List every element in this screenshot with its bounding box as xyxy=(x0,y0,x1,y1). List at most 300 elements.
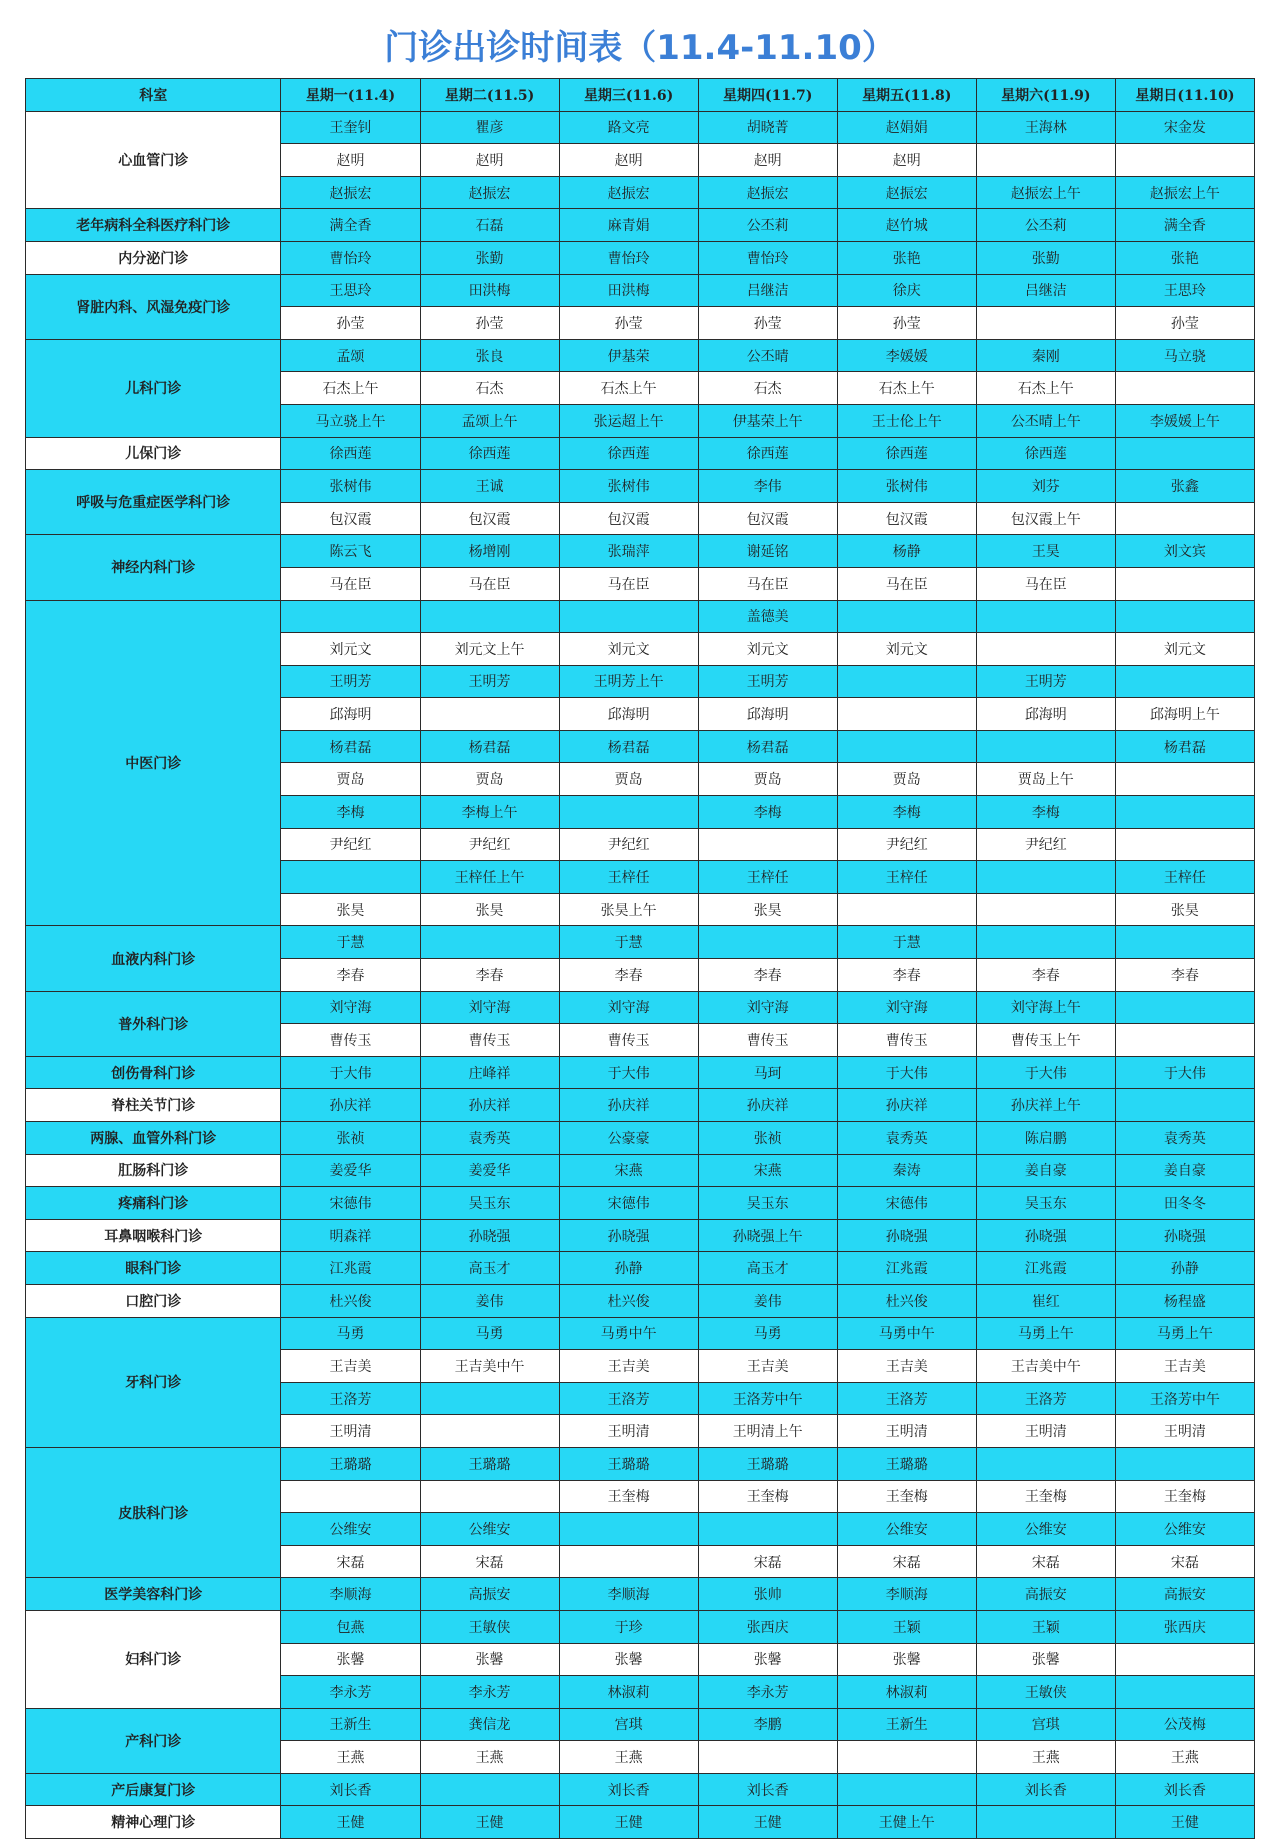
doctor-cell: 包燕 xyxy=(281,1610,420,1643)
table-row xyxy=(26,535,1255,568)
doctor-cell: 孙晓强 xyxy=(976,1219,1115,1252)
doctor-cell: 林淑莉 xyxy=(837,1676,976,1709)
doctor-cell: 宋德伟 xyxy=(837,1187,976,1220)
doctor-cell xyxy=(837,665,976,698)
doctor-cell xyxy=(1115,1089,1254,1122)
doctor-cell xyxy=(698,926,837,959)
doctor-cell: 崔红 xyxy=(976,1284,1115,1317)
doctor-cell: 李永芳 xyxy=(281,1676,420,1709)
doctor-cell: 王颖 xyxy=(976,1610,1115,1643)
doctor-cell xyxy=(837,1741,976,1774)
doctor-cell: 刘长香 xyxy=(976,1773,1115,1806)
doctor-cell: 孙庆祥上午 xyxy=(976,1089,1115,1122)
doctor-cell: 公维安 xyxy=(976,1513,1115,1546)
doctor-cell: 刘守海上午 xyxy=(976,991,1115,1024)
doctor-cell xyxy=(1115,567,1254,600)
doctor-cell: 马在臣 xyxy=(281,567,420,600)
department-name: 两腺、血管外科门诊 xyxy=(26,1122,281,1155)
table-row xyxy=(26,1122,1255,1155)
doctor-cell: 伊基荣 xyxy=(559,339,698,372)
doctor-cell: 姜伟 xyxy=(698,1284,837,1317)
table-row xyxy=(26,1056,1255,1089)
doctor-cell: 包汉霞 xyxy=(837,502,976,535)
doctor-cell: 张鑫 xyxy=(1115,470,1254,503)
doctor-cell: 杜兴俊 xyxy=(281,1284,420,1317)
doctor-cell: 王洛芳 xyxy=(976,1382,1115,1415)
doctor-cell: 张馨 xyxy=(281,1643,420,1676)
doctor-cell: 袁秀英 xyxy=(1115,1122,1254,1155)
doctor-cell: 李媛媛上午 xyxy=(1115,404,1254,437)
doctor-cell xyxy=(420,1480,559,1513)
department-name: 内分泌门诊 xyxy=(26,241,281,274)
doctor-cell xyxy=(1115,502,1254,535)
doctor-cell xyxy=(1115,1024,1254,1057)
doctor-cell: 王燕 xyxy=(1115,1741,1254,1774)
doctor-cell: 李春 xyxy=(281,959,420,992)
doctor-cell: 王明芳 xyxy=(420,665,559,698)
doctor-cell xyxy=(976,893,1115,926)
doctor-cell: 曹传玉 xyxy=(559,1024,698,1057)
doctor-cell: 于慧 xyxy=(281,926,420,959)
doctor-cell: 李春 xyxy=(837,959,976,992)
doctor-cell: 姜自豪 xyxy=(1115,1154,1254,1187)
doctor-cell: 王明清 xyxy=(281,1415,420,1448)
doctor-cell xyxy=(1115,1676,1254,1709)
doctor-cell: 于慧 xyxy=(837,926,976,959)
doctor-cell: 孙晓强 xyxy=(1115,1219,1254,1252)
doctor-cell: 李永芳 xyxy=(420,1676,559,1709)
table-row xyxy=(26,1806,1255,1839)
doctor-cell: 王明芳 xyxy=(281,665,420,698)
doctor-cell: 贾岛 xyxy=(698,763,837,796)
doctor-cell: 刘守海 xyxy=(559,991,698,1024)
doctor-cell: 吕继洁 xyxy=(698,274,837,307)
doctor-cell: 孙庆祥 xyxy=(420,1089,559,1122)
table-row xyxy=(26,111,1255,144)
doctor-cell: 曹传玉 xyxy=(281,1024,420,1057)
doctor-cell xyxy=(1115,1643,1254,1676)
department-name: 口腔门诊 xyxy=(26,1284,281,1317)
doctor-cell: 于慧 xyxy=(559,926,698,959)
doctor-cell: 张祯 xyxy=(281,1122,420,1155)
page-title: 门诊出诊时间表（11.4-11.10） xyxy=(384,28,896,68)
doctor-cell: 张帅 xyxy=(698,1578,837,1611)
doctor-cell: 贾岛上午 xyxy=(976,763,1115,796)
doctor-cell: 赵振宏 xyxy=(420,176,559,209)
department-name: 牙科门诊 xyxy=(26,1317,281,1447)
doctor-cell: 王璐璐 xyxy=(281,1447,420,1480)
doctor-cell: 麻青娟 xyxy=(559,209,698,242)
doctor-cell: 李永芳 xyxy=(698,1676,837,1709)
department-name: 产科门诊 xyxy=(26,1708,281,1773)
doctor-cell: 孙庆祥 xyxy=(559,1089,698,1122)
doctor-cell xyxy=(1115,600,1254,633)
doctor-cell: 宋燕 xyxy=(559,1154,698,1187)
department-name: 医学美容科门诊 xyxy=(26,1578,281,1611)
doctor-cell: 王奎梅 xyxy=(1115,1480,1254,1513)
doctor-cell: 赵振宏 xyxy=(281,176,420,209)
doctor-cell: 赵振宏 xyxy=(559,176,698,209)
doctor-cell: 高振安 xyxy=(1115,1578,1254,1611)
doctor-cell: 于大伟 xyxy=(837,1056,976,1089)
doctor-cell: 邱海明 xyxy=(281,698,420,731)
doctor-cell: 赵明 xyxy=(420,144,559,177)
doctor-cell xyxy=(420,1773,559,1806)
schedule-table xyxy=(25,78,1255,1839)
doctor-cell: 王健上午 xyxy=(837,1806,976,1839)
doctor-cell: 包汉霞上午 xyxy=(976,502,1115,535)
doctor-cell: 刘长香 xyxy=(698,1773,837,1806)
doctor-cell: 王燕 xyxy=(976,1741,1115,1774)
doctor-cell: 曹传玉 xyxy=(837,1024,976,1057)
doctor-cell: 孙庆祥 xyxy=(698,1089,837,1122)
doctor-cell: 王燕 xyxy=(281,1741,420,1774)
doctor-cell: 张馨 xyxy=(420,1643,559,1676)
doctor-cell: 邱海明 xyxy=(976,698,1115,731)
table-row xyxy=(26,470,1255,503)
table-row xyxy=(26,1773,1255,1806)
doctor-cell: 邱海明上午 xyxy=(1115,698,1254,731)
department-name: 耳鼻咽喉科门诊 xyxy=(26,1219,281,1252)
doctor-cell: 王璐璐 xyxy=(420,1447,559,1480)
doctor-cell: 刘元文 xyxy=(837,633,976,666)
doctor-cell: 宋德伟 xyxy=(559,1187,698,1220)
doctor-cell: 杨增刚 xyxy=(420,535,559,568)
doctor-cell: 徐西莲 xyxy=(281,437,420,470)
doctor-cell: 王璐璐 xyxy=(837,1447,976,1480)
doctor-cell: 宋金发 xyxy=(1115,111,1254,144)
doctor-cell xyxy=(976,633,1115,666)
doctor-cell: 孙庆祥 xyxy=(281,1089,420,1122)
doctor-cell xyxy=(837,730,976,763)
doctor-cell xyxy=(281,600,420,633)
doctor-cell: 王明清上午 xyxy=(698,1415,837,1448)
doctor-cell: 陈启鹏 xyxy=(976,1122,1115,1155)
doctor-cell: 张馨 xyxy=(698,1643,837,1676)
table-row xyxy=(26,1610,1255,1643)
doctor-cell: 公丕晴 xyxy=(698,339,837,372)
doctor-cell: 胡晓菁 xyxy=(698,111,837,144)
doctor-cell: 谢延铭 xyxy=(698,535,837,568)
doctor-cell: 赵振宏上午 xyxy=(1115,176,1254,209)
doctor-cell: 孟颂 xyxy=(281,339,420,372)
doctor-cell: 王吉美 xyxy=(559,1350,698,1383)
doctor-cell: 王明芳上午 xyxy=(559,665,698,698)
doctor-cell: 石杰上午 xyxy=(837,372,976,405)
doctor-cell: 宋燕 xyxy=(698,1154,837,1187)
doctor-cell: 张树伟 xyxy=(559,470,698,503)
doctor-cell: 王明芳 xyxy=(698,665,837,698)
doctor-cell: 孙静 xyxy=(1115,1252,1254,1285)
doctor-cell: 李顺海 xyxy=(281,1578,420,1611)
doctor-cell: 王洛芳 xyxy=(281,1382,420,1415)
column-header: 科室 xyxy=(26,79,281,112)
doctor-cell: 王诚 xyxy=(420,470,559,503)
doctor-cell: 杜兴俊 xyxy=(559,1284,698,1317)
doctor-cell: 王思玲 xyxy=(1115,274,1254,307)
doctor-cell: 公维安 xyxy=(281,1513,420,1546)
doctor-cell: 王燕 xyxy=(559,1741,698,1774)
doctor-cell: 伊基荣上午 xyxy=(698,404,837,437)
doctor-cell: 刘守海 xyxy=(420,991,559,1024)
doctor-cell: 马勇中午 xyxy=(837,1317,976,1350)
doctor-cell xyxy=(1115,796,1254,829)
table-row xyxy=(26,1708,1255,1741)
doctor-cell: 徐西莲 xyxy=(976,437,1115,470)
table-row xyxy=(26,437,1255,470)
doctor-cell: 王海林 xyxy=(976,111,1115,144)
doctor-cell: 贾岛 xyxy=(281,763,420,796)
doctor-cell: 王新生 xyxy=(837,1708,976,1741)
doctor-cell xyxy=(976,1447,1115,1480)
doctor-cell: 李梅 xyxy=(281,796,420,829)
doctor-cell: 马勇 xyxy=(281,1317,420,1350)
doctor-cell: 马立骁 xyxy=(1115,339,1254,372)
doctor-cell xyxy=(976,730,1115,763)
doctor-cell: 吕继洁 xyxy=(976,274,1115,307)
department-name: 肾脏内科、风湿免疫门诊 xyxy=(26,274,281,339)
doctor-cell: 高玉才 xyxy=(420,1252,559,1285)
doctor-cell: 张馨 xyxy=(837,1643,976,1676)
schedule-body xyxy=(26,111,1255,1838)
doctor-cell: 王颖 xyxy=(837,1610,976,1643)
doctor-cell: 马在臣 xyxy=(837,567,976,600)
doctor-cell: 于珍 xyxy=(559,1610,698,1643)
doctor-cell: 孙莹 xyxy=(837,307,976,340)
doctor-cell: 王洛芳中午 xyxy=(1115,1382,1254,1415)
doctor-cell: 张昊上午 xyxy=(559,893,698,926)
doctor-cell: 王明清 xyxy=(976,1415,1115,1448)
doctor-cell: 赵明 xyxy=(837,144,976,177)
doctor-cell: 赵明 xyxy=(559,144,698,177)
table-row xyxy=(26,991,1255,1024)
doctor-cell: 石杰上午 xyxy=(976,372,1115,405)
doctor-cell: 杨君磊 xyxy=(281,730,420,763)
doctor-cell: 盖德美 xyxy=(698,600,837,633)
doctor-cell: 路文亮 xyxy=(559,111,698,144)
department-name: 肛肠科门诊 xyxy=(26,1154,281,1187)
doctor-cell: 徐庆 xyxy=(837,274,976,307)
column-header: 星期五(11.8) xyxy=(837,79,976,112)
department-name: 儿保门诊 xyxy=(26,437,281,470)
doctor-cell: 刘元文 xyxy=(698,633,837,666)
doctor-cell xyxy=(1115,144,1254,177)
department-name: 中医门诊 xyxy=(26,600,281,926)
doctor-cell: 李梅上午 xyxy=(420,796,559,829)
doctor-cell: 李春 xyxy=(559,959,698,992)
doctor-cell: 李顺海 xyxy=(837,1578,976,1611)
department-name: 眼科门诊 xyxy=(26,1252,281,1285)
doctor-cell: 刘守海 xyxy=(281,991,420,1024)
doctor-cell: 田冬冬 xyxy=(1115,1187,1254,1220)
doctor-cell: 马在臣 xyxy=(420,567,559,600)
department-name: 老年病科全科医疗科门诊 xyxy=(26,209,281,242)
doctor-cell: 公维安 xyxy=(1115,1513,1254,1546)
doctor-cell: 邱海明 xyxy=(698,698,837,731)
header-row xyxy=(26,79,1255,112)
doctor-cell: 王奎梅 xyxy=(559,1480,698,1513)
doctor-cell: 吴玉东 xyxy=(420,1187,559,1220)
doctor-cell xyxy=(1115,991,1254,1024)
doctor-cell: 张艳 xyxy=(837,241,976,274)
doctor-cell: 公丕莉 xyxy=(698,209,837,242)
doctor-cell: 刘守海 xyxy=(837,991,976,1024)
doctor-cell: 刘元文 xyxy=(1115,633,1254,666)
doctor-cell: 马珂 xyxy=(698,1056,837,1089)
doctor-cell: 曹怡玲 xyxy=(281,241,420,274)
doctor-cell: 王璐璐 xyxy=(559,1447,698,1480)
doctor-cell: 王奎钊 xyxy=(281,111,420,144)
doctor-cell: 贾岛 xyxy=(420,763,559,796)
doctor-cell: 公维安 xyxy=(837,1513,976,1546)
column-header: 星期二(11.5) xyxy=(420,79,559,112)
column-header: 星期三(11.6) xyxy=(559,79,698,112)
doctor-cell: 王吉美 xyxy=(698,1350,837,1383)
doctor-cell: 刘长香 xyxy=(281,1773,420,1806)
doctor-cell: 刘元文 xyxy=(281,633,420,666)
doctor-cell: 贾岛 xyxy=(837,763,976,796)
doctor-cell: 袁秀英 xyxy=(420,1122,559,1155)
doctor-cell: 张昊 xyxy=(281,893,420,926)
doctor-cell: 王士伦上午 xyxy=(837,404,976,437)
doctor-cell: 孙莹 xyxy=(559,307,698,340)
doctor-cell: 于大伟 xyxy=(976,1056,1115,1089)
doctor-cell: 李梅 xyxy=(837,796,976,829)
doctor-cell: 曹传玉上午 xyxy=(976,1024,1115,1057)
doctor-cell: 张昊 xyxy=(1115,893,1254,926)
doctor-cell xyxy=(976,600,1115,633)
doctor-cell xyxy=(837,698,976,731)
doctor-cell xyxy=(559,1545,698,1578)
doctor-cell: 包汉霞 xyxy=(281,502,420,535)
doctor-cell: 王敏侠 xyxy=(420,1610,559,1643)
doctor-cell: 江兆霞 xyxy=(281,1252,420,1285)
doctor-cell: 王明芳 xyxy=(976,665,1115,698)
doctor-cell: 秦刚 xyxy=(976,339,1115,372)
doctor-cell: 徐西莲 xyxy=(420,437,559,470)
doctor-cell: 吴玉东 xyxy=(976,1187,1115,1220)
table-row xyxy=(26,1252,1255,1285)
table-row xyxy=(26,339,1255,372)
doctor-cell: 马在臣 xyxy=(976,567,1115,600)
doctor-cell: 包汉霞 xyxy=(420,502,559,535)
doctor-cell: 王健 xyxy=(420,1806,559,1839)
department-name: 产后康复门诊 xyxy=(26,1773,281,1806)
doctor-cell: 孟颂上午 xyxy=(420,404,559,437)
doctor-cell: 石杰上午 xyxy=(281,372,420,405)
doctor-cell: 石杰 xyxy=(420,372,559,405)
doctor-cell: 王健 xyxy=(1115,1806,1254,1839)
doctor-cell: 宋磊 xyxy=(698,1545,837,1578)
doctor-cell xyxy=(559,796,698,829)
doctor-cell: 张昊 xyxy=(420,893,559,926)
department-name: 普外科门诊 xyxy=(26,991,281,1056)
doctor-cell: 江兆霞 xyxy=(837,1252,976,1285)
doctor-cell xyxy=(976,1806,1115,1839)
doctor-cell: 公丕莉 xyxy=(976,209,1115,242)
doctor-cell: 宋磊 xyxy=(281,1545,420,1578)
doctor-cell: 包汉霞 xyxy=(698,502,837,535)
doctor-cell xyxy=(837,893,976,926)
doctor-cell: 徐西莲 xyxy=(559,437,698,470)
doctor-cell: 李春 xyxy=(698,959,837,992)
department-name: 呼吸与危重症医学科门诊 xyxy=(26,470,281,535)
doctor-cell: 王梓任 xyxy=(559,861,698,894)
doctor-cell: 王梓任 xyxy=(837,861,976,894)
doctor-cell xyxy=(420,698,559,731)
doctor-cell: 石磊 xyxy=(420,209,559,242)
table-row xyxy=(26,1284,1255,1317)
doctor-cell: 孙晓强 xyxy=(420,1219,559,1252)
doctor-cell: 高振安 xyxy=(976,1578,1115,1611)
department-name: 脊柱关节门诊 xyxy=(26,1089,281,1122)
doctor-cell: 马勇 xyxy=(698,1317,837,1350)
doctor-cell xyxy=(559,600,698,633)
doctor-cell: 马勇上午 xyxy=(1115,1317,1254,1350)
doctor-cell: 刘长香 xyxy=(1115,1773,1254,1806)
doctor-cell: 王明清 xyxy=(837,1415,976,1448)
doctor-cell xyxy=(976,861,1115,894)
doctor-cell: 明森祥 xyxy=(281,1219,420,1252)
doctor-cell xyxy=(1115,926,1254,959)
doctor-cell: 秦涛 xyxy=(837,1154,976,1187)
doctor-cell: 赵娟娟 xyxy=(837,111,976,144)
doctor-cell xyxy=(976,144,1115,177)
doctor-cell: 王梓任上午 xyxy=(420,861,559,894)
doctor-cell: 张运超上午 xyxy=(559,404,698,437)
table-row xyxy=(26,1154,1255,1187)
doctor-cell: 杨君磊 xyxy=(559,730,698,763)
doctor-cell: 刘长香 xyxy=(559,1773,698,1806)
doctor-cell: 赵振宏上午 xyxy=(976,176,1115,209)
column-header: 星期四(11.7) xyxy=(698,79,837,112)
doctor-cell: 王健 xyxy=(559,1806,698,1839)
table-row xyxy=(26,600,1255,633)
doctor-cell: 尹纪红 xyxy=(281,828,420,861)
doctor-cell: 瞿彦 xyxy=(420,111,559,144)
doctor-cell: 孙莹 xyxy=(281,307,420,340)
doctor-cell: 姜爱华 xyxy=(281,1154,420,1187)
department-name: 心血管门诊 xyxy=(26,111,281,209)
doctor-cell: 宋磊 xyxy=(1115,1545,1254,1578)
doctor-cell: 王吉美中午 xyxy=(976,1350,1115,1383)
doctor-cell xyxy=(420,1382,559,1415)
doctor-cell xyxy=(1115,1447,1254,1480)
doctor-cell: 张西庆 xyxy=(698,1610,837,1643)
doctor-cell: 田洪梅 xyxy=(420,274,559,307)
doctor-cell: 孙庆祥 xyxy=(837,1089,976,1122)
doctor-cell: 李梅 xyxy=(698,796,837,829)
doctor-cell: 龚信龙 xyxy=(420,1708,559,1741)
doctor-cell xyxy=(698,1741,837,1774)
doctor-cell: 赵竹城 xyxy=(837,209,976,242)
doctor-cell: 贾岛 xyxy=(559,763,698,796)
column-header: 星期日(11.10) xyxy=(1115,79,1254,112)
doctor-cell: 尹纪红 xyxy=(837,828,976,861)
doctor-cell: 陈云飞 xyxy=(281,535,420,568)
doctor-cell: 田洪梅 xyxy=(559,274,698,307)
doctor-cell: 王吉美 xyxy=(281,1350,420,1383)
doctor-cell: 曹怡玲 xyxy=(698,241,837,274)
doctor-cell: 于大伟 xyxy=(1115,1056,1254,1089)
doctor-cell: 尹纪红 xyxy=(976,828,1115,861)
department-name: 儿科门诊 xyxy=(26,339,281,437)
doctor-cell: 刘元文上午 xyxy=(420,633,559,666)
doctor-cell: 曹怡玲 xyxy=(559,241,698,274)
doctor-cell: 赵振宏 xyxy=(698,176,837,209)
doctor-cell: 张树伟 xyxy=(281,470,420,503)
doctor-cell xyxy=(1115,763,1254,796)
